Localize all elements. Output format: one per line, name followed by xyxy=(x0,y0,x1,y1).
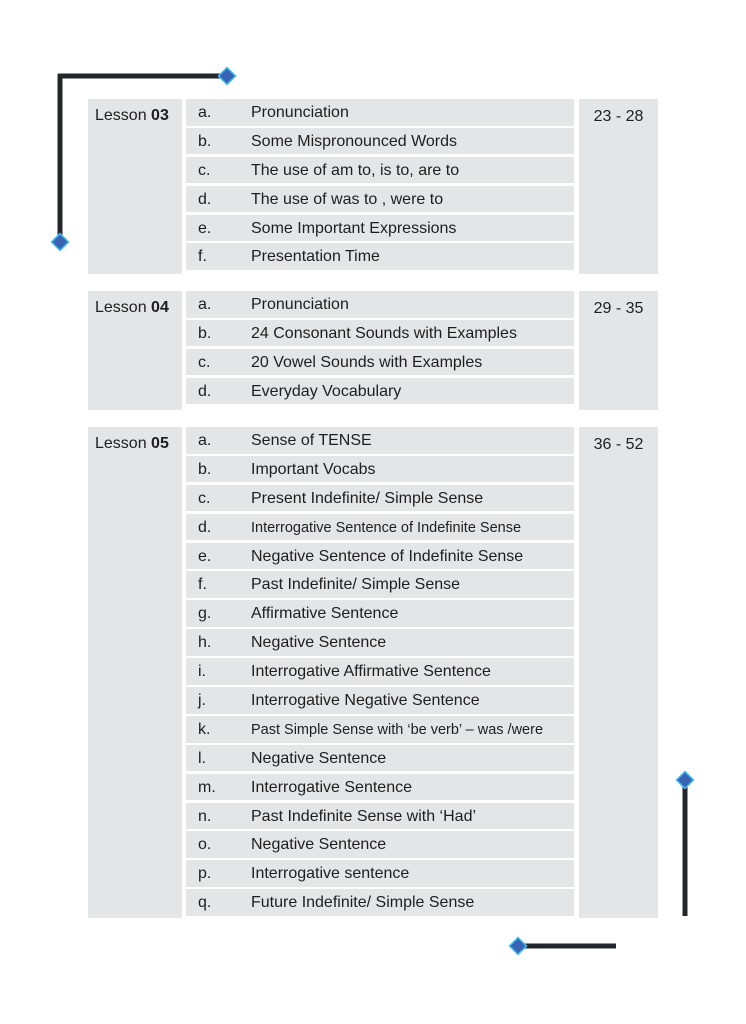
diamond-icon xyxy=(677,772,694,789)
item-title: Present Indefinite/ Simple Sense xyxy=(251,489,484,507)
list-item xyxy=(186,774,574,801)
list-item xyxy=(186,716,574,743)
lesson-number: 03 xyxy=(151,107,169,124)
item-title: 24 Consonant Sounds with Examples xyxy=(251,324,517,342)
item-letter: c. xyxy=(198,353,211,371)
item-title: Past Indefinite Sense with ‘Had’ xyxy=(251,807,477,825)
item-title: Interrogative Sentence xyxy=(251,778,412,796)
item-letter: a. xyxy=(198,432,212,449)
lesson-number: 04 xyxy=(151,299,169,316)
item-letter: b. xyxy=(198,460,212,478)
item-letter: g. xyxy=(198,605,212,623)
list-item xyxy=(186,378,574,405)
item-title: 20 Vowel Sounds with Examples xyxy=(251,353,483,371)
list-item xyxy=(186,427,574,454)
list-item xyxy=(186,831,574,858)
list-item xyxy=(186,543,574,570)
diamond-icon xyxy=(510,938,527,955)
item-letter: i. xyxy=(198,663,206,681)
list-item xyxy=(186,629,574,656)
lesson-block-04 xyxy=(88,291,658,410)
item-title: Everyday Vocabulary xyxy=(251,382,402,400)
lesson-word: Lesson xyxy=(95,107,147,124)
item-letter: q. xyxy=(198,894,212,912)
item-letter: c. xyxy=(198,161,211,179)
lesson-topic-list xyxy=(186,291,574,407)
lesson-word: Lesson xyxy=(95,435,147,452)
item-letter: d. xyxy=(198,190,212,208)
page-range: 29 - 35 xyxy=(579,291,658,410)
lesson-label xyxy=(88,99,182,274)
item-title: Sense of TENSE xyxy=(251,432,372,449)
item-letter: d. xyxy=(198,382,212,400)
list-item xyxy=(186,658,574,685)
item-letter: f. xyxy=(198,576,207,594)
item-title: Affirmative Sentence xyxy=(251,605,399,623)
list-item xyxy=(186,687,574,714)
item-letter: d. xyxy=(198,518,212,536)
item-title: Future Indefinite/ Simple Sense xyxy=(251,894,475,912)
list-item xyxy=(186,157,574,184)
item-title: Past Simple Sense with ‘be verb’ – was /were xyxy=(251,721,544,738)
list-item xyxy=(186,349,574,376)
lesson-word: Lesson xyxy=(95,299,147,316)
list-item xyxy=(186,803,574,830)
item-title: The use of am to, is to, are to xyxy=(251,161,460,179)
page-range: 23 - 28 xyxy=(579,99,658,274)
item-title: Negative Sentence xyxy=(251,634,387,652)
item-title: Negative Sentence of Indefinite Sense xyxy=(251,547,524,565)
item-title: Interrogative Negative Sentence xyxy=(251,692,480,710)
item-letter: b. xyxy=(198,324,212,342)
item-title: Some Important Expressions xyxy=(251,219,457,237)
list-item xyxy=(186,99,574,126)
item-letter: p. xyxy=(198,865,212,883)
lesson-number: 05 xyxy=(151,435,169,452)
list-item xyxy=(186,128,574,155)
diamond-icon xyxy=(219,68,236,85)
lesson-label xyxy=(88,427,182,918)
item-letter: j. xyxy=(198,692,206,710)
page-range: 36 - 52 xyxy=(579,427,658,918)
item-letter: b. xyxy=(198,132,212,150)
item-title: Pronunciation xyxy=(251,296,349,313)
list-item xyxy=(186,186,574,213)
list-item xyxy=(186,889,574,916)
lesson-topic-list xyxy=(186,99,574,272)
list-item xyxy=(186,243,574,270)
lesson-block-05 xyxy=(88,427,658,918)
item-title: Negative Sentence xyxy=(251,836,387,854)
item-title: Important Vocabs xyxy=(251,460,376,478)
item-title: The use of was to , were to xyxy=(251,190,444,208)
list-item xyxy=(186,320,574,347)
item-title: Some Mispronounced Words xyxy=(251,132,458,150)
item-title: Past Indefinite/ Simple Sense xyxy=(251,576,461,594)
item-letter: k. xyxy=(198,720,211,738)
list-item xyxy=(186,571,574,598)
list-item xyxy=(186,600,574,627)
item-letter: a. xyxy=(198,104,212,121)
lesson-topic-list xyxy=(186,427,574,918)
item-letter: f. xyxy=(198,248,207,266)
lesson-label xyxy=(88,291,182,410)
item-letter: h. xyxy=(198,634,212,652)
list-item xyxy=(186,456,574,483)
item-letter: a. xyxy=(198,296,212,313)
list-item xyxy=(186,860,574,887)
list-item xyxy=(186,485,574,512)
lesson-block-03 xyxy=(88,99,658,274)
item-title: Presentation Time xyxy=(251,248,380,266)
item-letter: o. xyxy=(198,836,212,854)
item-letter: m. xyxy=(198,778,216,796)
item-title: Interrogative Sentence of Indefinite Sense xyxy=(251,519,522,536)
item-title: Interrogative Affirmative Sentence xyxy=(251,663,491,681)
list-item xyxy=(186,745,574,772)
item-title: Negative Sentence xyxy=(251,749,387,767)
diamond-icon xyxy=(52,234,69,251)
item-title: Pronunciation xyxy=(251,104,349,121)
list-item xyxy=(186,514,574,541)
item-letter: c. xyxy=(198,489,211,507)
item-letter: l. xyxy=(198,749,206,767)
list-item xyxy=(186,291,574,318)
item-letter: n. xyxy=(198,807,212,825)
item-title: Interrogative sentence xyxy=(251,865,410,883)
list-item xyxy=(186,215,574,242)
item-letter: e. xyxy=(198,219,212,237)
item-letter: e. xyxy=(198,547,212,565)
